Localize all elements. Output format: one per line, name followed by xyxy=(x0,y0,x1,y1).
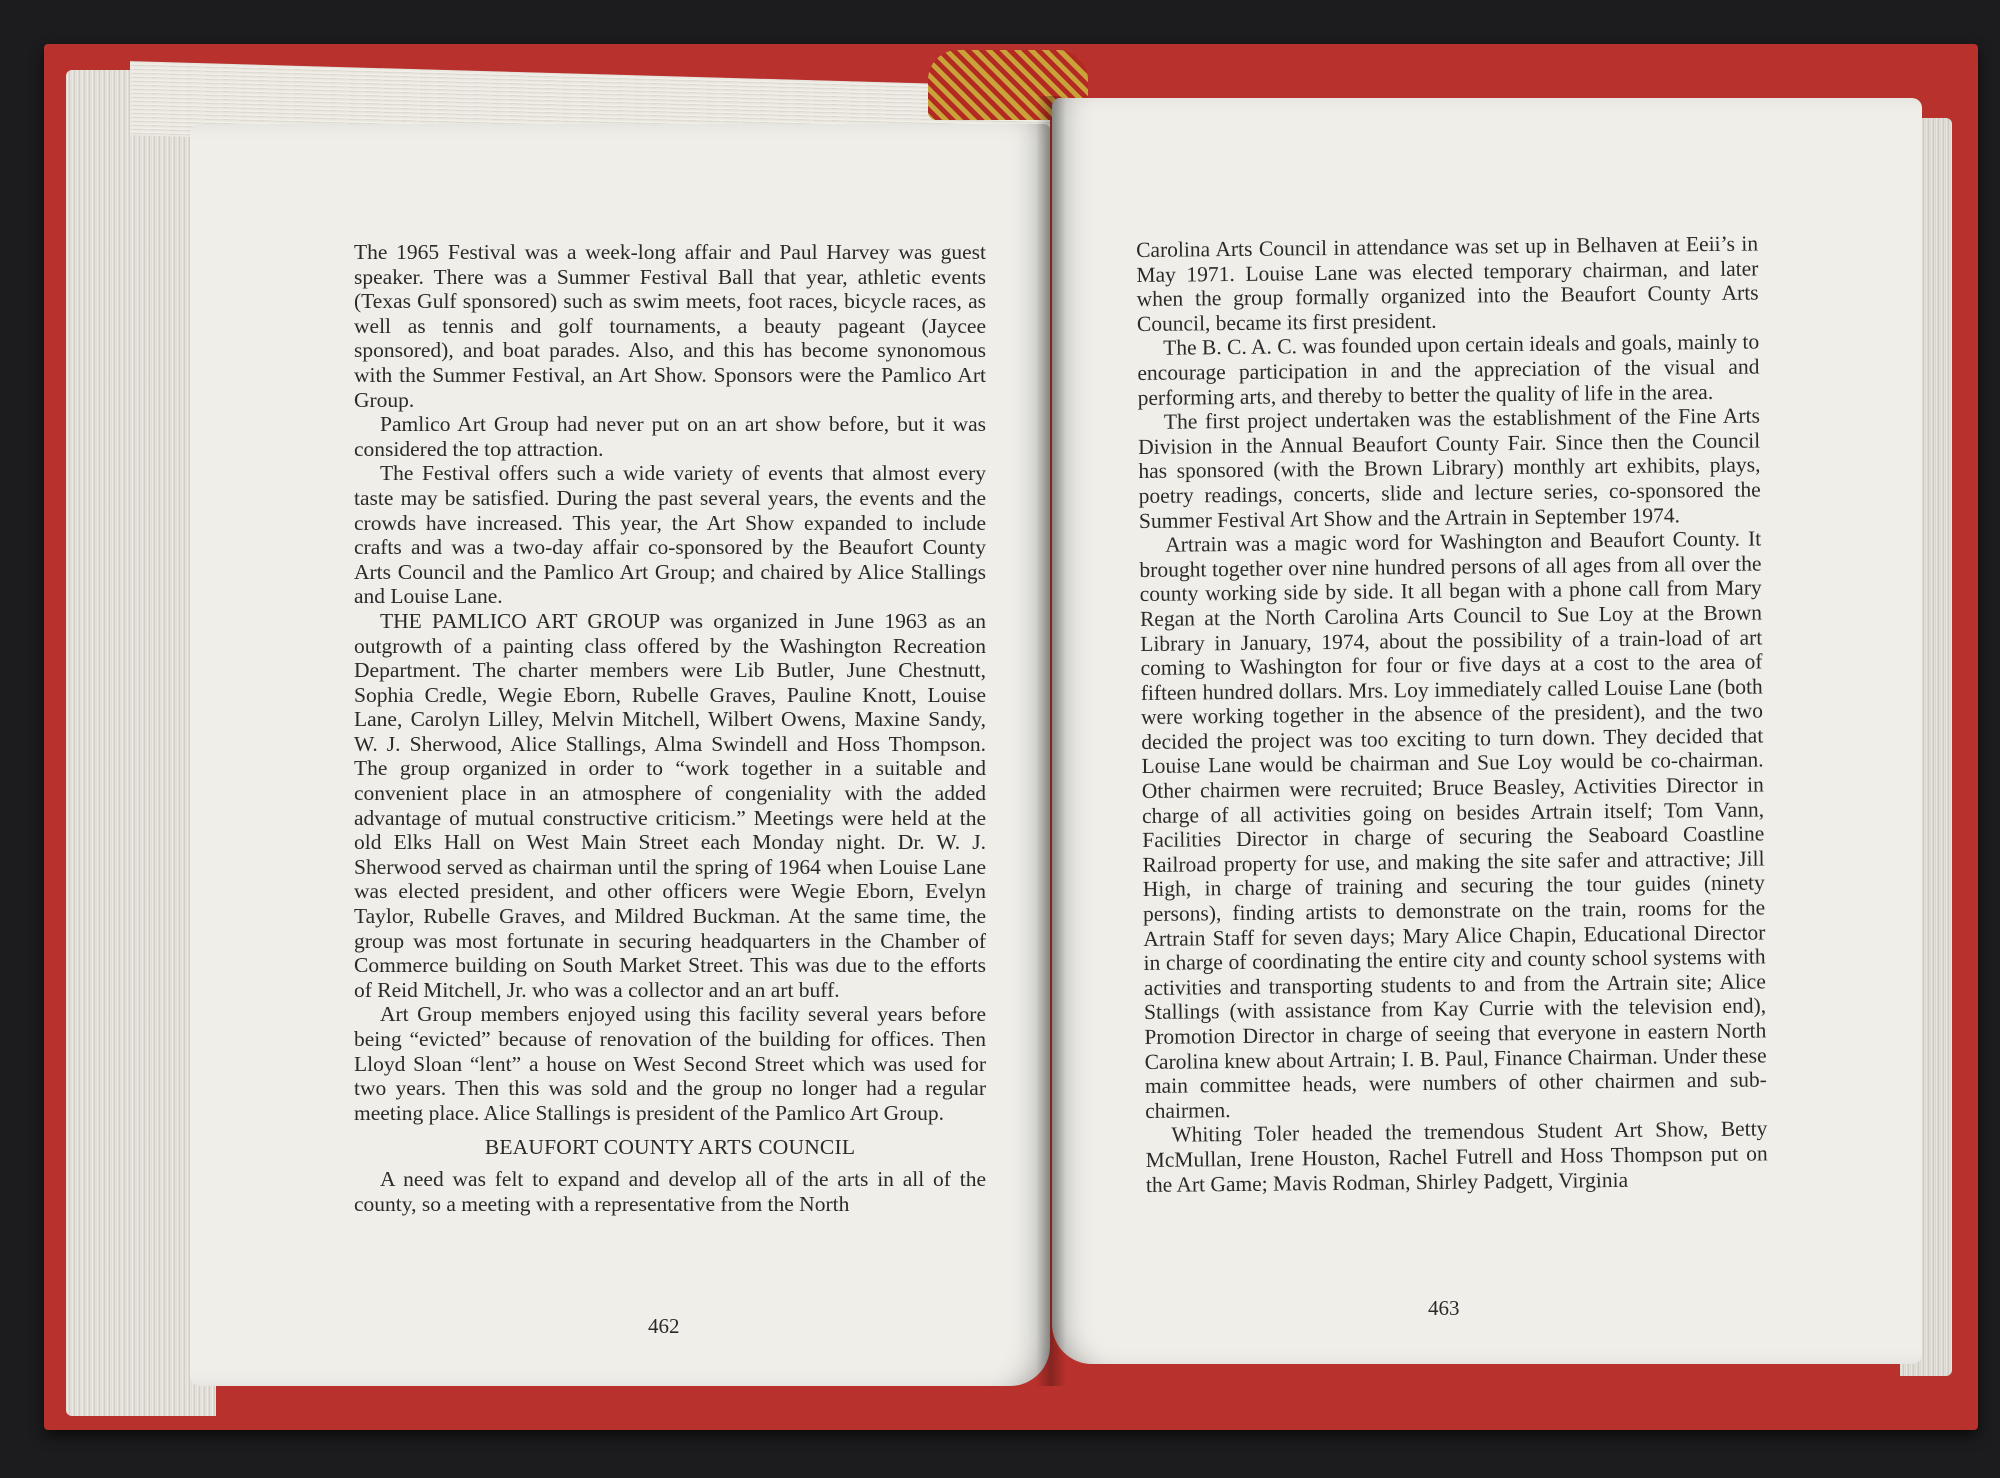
paragraph: Artrain was a magic word for Washington and Beaufort County. It brought together over nine hundred persons of all ages from all over the county working side by side. It all began with a phone call from Mary Regan at the North Carolina Arts Council to Sue Loy at the Brown Library in January, 1974, about the possibility of a train-load of art coming to Washington for four or five days at a cost to the area of fifteen hundred dollars. Mrs. Loy immediately called Louise Lane (both were working together in the absence of the president), and the two decided the project was too exciting to turn down. They decided that Louise Lane would be chairman and Sue Loy would be co-chairman. Other chairmen were recruited; Bruce Beasley, Activities Director in charge of all activities going on besides Artrain itself; Tom Vann, Facilities Director in charge of securing the Seaboard Coastline Railroad property for use, and making the site safer and attractive; Jill High, in charge of training and securing the tour guides (ninety persons), finding artists to demonstrate on the train, rooms for the Artrain Staff for seven days; Mary Alice Chapin, Educational Director in charge of coordinating the entire city and county school systems with activities and transporting students to and from the Artrain site; Alice Stallings (with assistance from Kay Currie with the television end), Promotion Director in charge of seeing that everyone in eastern North Carolina knew about Artrain; I. B. Paul, Finance Chairman. Under these main committee heads, were numbers of other chairmen and sub-chairmen. xyxy=(1139,526,1767,1123)
section-heading: BEAUFORT COUNTY ARTS COUNCIL xyxy=(484,1135,856,1160)
paragraph: The Festival offers such a wide variety of events that almost every taste may be satisfied. During the past several years, the events and the crowds have increased. This year, the Art Show expanded to include crafts and was a two-day affair co-sponsored by the Beaufort County Arts Council and the Pamlico Art Group; and chaired by Alice Stallings and Louise Lane. xyxy=(354,461,986,609)
left-page-text xyxy=(354,240,986,1217)
left-page xyxy=(190,124,1050,1386)
paragraph: Carolina Arts Council in attendance was set up in Belhaven at Eeii’s in May 1971. Louise Lane was elected temporary chairman, and later when the group formally organized into the Beaufort County Arts Council, became its first president. xyxy=(1136,231,1759,336)
paragraph: THE PAMLICO ART GROUP was organized in June 1963 as an outgrowth of a painting class offered by the Washington Recreation Department. The charter members were Lib Butler, June Chestnutt, Sophia Credle, Wegie Eborn, Rubelle Graves, Pauline Knott, Louise Lane, Carolyn Lilley, Melvin Mitchell, Wilbert Owens, Maxine Sandy, W. J. Sherwood, Alice Stallings, Alma Swindell and Hoss Thompson. The group organized in order to “work together in a suitable and convenient place in an atmosphere of congeniality with the added advantage of mutual constructive criticism.” Meetings were held at the old Elks Hall on West Main Street each Monday night. Dr. W. J. Sherwood served as chairman until the spring of 1964 when Louise Lane was elected president, and other officers were Wegie Eborn, Evelyn Taylor, Rubelle Graves, and Mildred Buckman. At the same time, the group was most fortunate in securing headquarters in the Chamber of Commerce building on South Market Street. This was due to the efforts of Reid Mitchell, Jr. who was a collector and an art buff. xyxy=(354,608,986,1002)
page-number: 463 xyxy=(1428,1296,1460,1320)
paragraph: Pamlico Art Group had never put on an art show before, but it was considered the top attraction. xyxy=(354,412,986,461)
right-page-text xyxy=(1136,231,1768,1197)
book-gutter xyxy=(1036,96,1066,1386)
paragraph: The 1965 Festival was a week-long affair and Paul Harvey was guest speaker. There was a Summer Festival Ball that year, athletic events (Texas Gulf sponsored) such as swim meets, foot races, bicycle races, as well as tennis and golf tournaments, a beauty pageant (Jaycee sponsored), and boat parades. Also, and this has become synonomous with the Summer Festival, an Art Show. Sponsors were the Pamlico Art Group. xyxy=(354,240,986,412)
page-number: 462 xyxy=(648,1314,680,1338)
paragraph: Whiting Toler headed the tremendous Student Art Show, Betty McMullan, Irene Houston, Rachel Futrell and Hoss Thompson put on the Art Game; Mavis Rodman, Shirley Padgett, Virginia xyxy=(1145,1116,1768,1197)
paragraph: Art Group members enjoyed using this facility several years before being “evicted” because of renovation of the building for offices. Then Lloyd Sloan “lent” a house on West Second Street which was used for two years. Then this was sold and the group no longer had a regular meeting place. Alice Stallings is president of the Pamlico Art Group. xyxy=(354,1002,986,1125)
paragraph: The B. C. A. C. was founded upon certain ideals and goals, mainly to encourage participation in and the appreciation of the visual and performing arts, and thereby to better the quality of life in the area. xyxy=(1137,329,1760,410)
paragraph: The first project undertaken was the establishment of the Fine Arts Division in the Annual Beaufort County Fair. Since then the Council has sponsored (with the Brown Library) monthly art exhibits, plays, poetry readings, concerts, slide and lecture series, co-sponsored the Summer Festival Art Show and the Artrain in September 1974. xyxy=(1138,403,1761,533)
right-page xyxy=(1052,98,1922,1364)
paragraph: A need was felt to expand and develop all of the arts in all of the county, so a meeting with a representative from the North xyxy=(354,1167,986,1216)
